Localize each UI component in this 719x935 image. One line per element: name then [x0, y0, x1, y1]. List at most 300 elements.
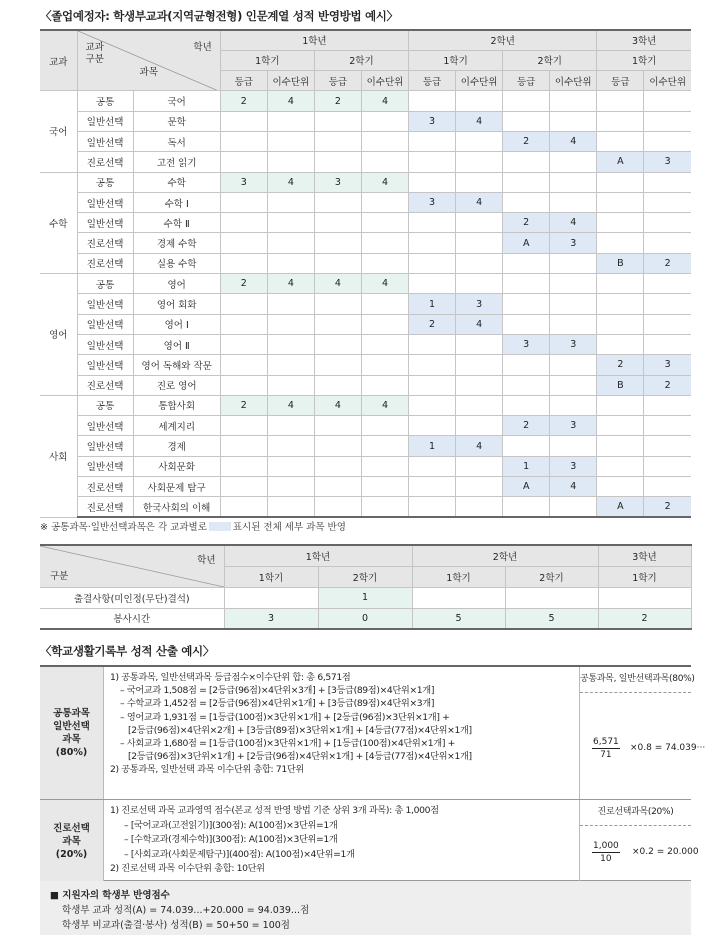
table-row	[40, 477, 691, 497]
grade-cell: 4	[314, 395, 361, 415]
grade-cell	[597, 274, 644, 294]
units-cell: 2	[644, 253, 691, 273]
table-row	[40, 355, 691, 375]
calc-result-general	[580, 667, 706, 799]
grade-cell	[220, 497, 267, 517]
units-cell: 3	[550, 233, 597, 253]
fraction-denominator: 71	[600, 750, 612, 760]
corner-header	[77, 30, 220, 91]
units-cell: 3	[644, 152, 691, 172]
table-row	[40, 375, 691, 395]
course-name: 통합사회	[133, 395, 220, 415]
calc-line: – 국어교과 1,508점 = [2등급(96점)×4단위×3개] + [3등급(89점)×4단위×1개]	[120, 685, 435, 697]
course-name: 경제 수학	[133, 233, 220, 253]
year-header: 2학년	[409, 30, 597, 50]
course-name: 수학	[133, 172, 220, 192]
grade-cell	[314, 131, 361, 151]
semester-header: 1학기	[220, 50, 314, 70]
grade-cell	[220, 294, 267, 314]
course-type: 공통	[77, 91, 133, 111]
calc-row-career	[40, 800, 699, 883]
corner-course-label: 과목	[139, 67, 158, 79]
calc-label-general	[40, 667, 104, 799]
grade-cell	[314, 233, 361, 253]
table-row	[40, 395, 691, 415]
units-cell	[456, 274, 503, 294]
units-cell: 4	[456, 314, 503, 334]
calc-body-career	[104, 800, 580, 883]
units-cell	[550, 497, 597, 517]
grade-cell: B	[597, 375, 644, 395]
attendance-label: 출결사항(미인정(무단)결석)	[40, 588, 224, 609]
units-cell	[361, 131, 408, 151]
grade-cell	[597, 416, 644, 436]
course-name: 영어	[133, 274, 220, 294]
units-cell: 2	[644, 497, 691, 517]
attendance-corner-year: 학년	[197, 555, 216, 566]
units-col-header: 이수단위	[644, 71, 691, 91]
units-cell	[361, 253, 408, 273]
grade-col-header: 등급	[314, 71, 361, 91]
course-name: 수학 Ⅱ	[133, 213, 220, 233]
units-col-header: 이수단위	[267, 71, 314, 91]
units-cell	[644, 416, 691, 436]
units-cell: 4	[361, 274, 408, 294]
grade-cell: A	[597, 152, 644, 172]
units-cell	[361, 111, 408, 131]
units-cell: 4	[267, 172, 314, 192]
units-cell	[644, 192, 691, 212]
grade-cell	[314, 152, 361, 172]
calc-label-line: (20%)	[55, 849, 88, 860]
note-text-before: ※ 공통과목·일반선택과목은 각 교과별로	[40, 522, 207, 533]
course-type: 일반선택	[77, 456, 133, 476]
grade-cell	[220, 213, 267, 233]
grade-cell: 1	[409, 436, 456, 456]
table-row	[40, 233, 691, 253]
grade-cell	[597, 314, 644, 334]
calc-line: 1) 진로선택 과목 교과영역 점수(본교 성적 반영 방법 기준 상위 3개 과목): 총 1,000점	[110, 805, 439, 816]
fraction-denominator: 10	[600, 854, 612, 864]
subject-group: 영어	[40, 274, 77, 396]
grade-cell	[220, 456, 267, 476]
table-row	[40, 436, 691, 456]
volunteer-cell: 0	[318, 608, 412, 629]
grade-cell	[409, 274, 456, 294]
grade-cell	[503, 172, 550, 192]
units-cell	[267, 334, 314, 354]
summary-box	[40, 881, 691, 935]
course-type: 일반선택	[77, 192, 133, 212]
grade-cell	[409, 213, 456, 233]
units-cell	[361, 456, 408, 476]
units-cell	[550, 152, 597, 172]
calc-label-line: 진로선택	[53, 823, 90, 834]
course-name: 수학 Ⅰ	[133, 192, 220, 212]
units-cell	[267, 294, 314, 314]
attendance-cell: 1	[318, 588, 412, 609]
grade-cell: B	[597, 253, 644, 273]
highlight-note	[40, 519, 346, 533]
units-cell	[550, 111, 597, 131]
grade-cell	[409, 152, 456, 172]
units-cell	[267, 436, 314, 456]
course-type: 진로선택	[77, 497, 133, 517]
grade-cell	[220, 111, 267, 131]
course-name: 진로 영어	[133, 375, 220, 395]
grade-cell	[503, 192, 550, 212]
semester-header: 2학기	[314, 50, 408, 70]
course-name: 영어 Ⅰ	[133, 314, 220, 334]
calc-line: 2) 공통과목, 일반선택 과목 이수단위 총합: 71단위	[110, 764, 304, 776]
grade-cell	[597, 213, 644, 233]
grade-cell: 3	[503, 334, 550, 354]
grade-cell	[597, 111, 644, 131]
course-name: 문학	[133, 111, 220, 131]
units-cell	[361, 334, 408, 354]
grade-cell	[220, 477, 267, 497]
grade-cell: A	[597, 497, 644, 517]
units-cell	[644, 395, 691, 415]
grade-cell	[409, 334, 456, 354]
units-cell	[644, 294, 691, 314]
grade-cell: 2	[314, 91, 361, 111]
corner-year-label: 학년	[193, 42, 212, 53]
calc-result-head: 공통과목, 일반선택과목(80%)	[580, 667, 691, 693]
grade-cell: 2	[503, 213, 550, 233]
table-row	[40, 192, 691, 212]
fraction	[592, 736, 620, 761]
fraction-numerator: 6,571	[593, 737, 619, 747]
units-cell: 4	[456, 111, 503, 131]
calc-multiplier: ×0.2 = 20.000	[632, 847, 699, 857]
units-cell: 3	[550, 456, 597, 476]
units-cell	[456, 233, 503, 253]
summary-title: ■ 지원자의 학생부 반영점수	[50, 890, 170, 901]
units-cell	[456, 172, 503, 192]
volunteer-cell: 5	[412, 608, 505, 629]
calc-multiplier: ×0.8 = 74.039···	[630, 743, 706, 753]
units-cell	[644, 334, 691, 354]
calc-label-line: 공통과목	[53, 708, 90, 719]
grade-cell	[597, 233, 644, 253]
calc-label-line: 과목	[62, 836, 81, 847]
units-cell	[644, 131, 691, 151]
grade-cell	[409, 233, 456, 253]
units-col-header: 이수단위	[456, 71, 503, 91]
grade-cell	[220, 314, 267, 334]
grade-cell	[409, 395, 456, 415]
units-cell	[267, 152, 314, 172]
grade-cell	[409, 416, 456, 436]
grade-cell	[503, 91, 550, 111]
units-cell	[361, 314, 408, 334]
grade-cell	[220, 375, 267, 395]
calc-row-general	[40, 667, 706, 800]
course-type: 진로선택	[77, 233, 133, 253]
units-cell: 4	[550, 477, 597, 497]
units-cell	[456, 456, 503, 476]
grade-cell	[597, 131, 644, 151]
units-cell	[550, 294, 597, 314]
calc-line: 2) 진로선택 과목 이수단위 총합: 10단위	[110, 863, 265, 875]
grade-cell	[220, 131, 267, 151]
table-row	[40, 314, 691, 334]
semester-header: 1학기	[412, 566, 505, 587]
course-name: 경제	[133, 436, 220, 456]
units-cell	[456, 152, 503, 172]
calc-heading: 〈학교생활기록부 성적 산출 예시〉	[40, 644, 215, 658]
grade-cell: 2	[409, 314, 456, 334]
course-name: 영어 Ⅱ	[133, 334, 220, 354]
units-cell	[550, 375, 597, 395]
subject-group: 수학	[40, 172, 77, 273]
table-row	[40, 334, 691, 354]
units-cell	[361, 152, 408, 172]
grade-cell	[314, 253, 361, 273]
year-header: 3학년	[598, 545, 691, 566]
year-header: 1학년	[224, 545, 412, 566]
units-cell	[550, 355, 597, 375]
grade-cell	[503, 375, 550, 395]
grade-cell	[220, 192, 267, 212]
grade-cell	[409, 253, 456, 273]
units-cell	[456, 416, 503, 436]
units-cell	[361, 416, 408, 436]
grade-cell: 2	[503, 131, 550, 151]
course-type: 일반선택	[77, 314, 133, 334]
units-cell	[361, 375, 408, 395]
grade-cell	[409, 477, 456, 497]
grade-cell	[597, 91, 644, 111]
units-cell	[644, 91, 691, 111]
grade-cell	[409, 91, 456, 111]
grade-cell	[503, 314, 550, 334]
grade-cell	[314, 314, 361, 334]
grade-cell: 2	[597, 355, 644, 375]
units-cell	[456, 375, 503, 395]
course-type: 일반선택	[77, 416, 133, 436]
units-cell	[267, 213, 314, 233]
attendance-cell	[224, 588, 318, 609]
grade-cell	[503, 355, 550, 375]
units-cell	[456, 477, 503, 497]
units-cell	[267, 314, 314, 334]
grade-cell	[220, 334, 267, 354]
grade-cell	[409, 497, 456, 517]
units-cell	[644, 274, 691, 294]
attendance-cell	[505, 588, 598, 609]
grade-cell	[597, 294, 644, 314]
units-cell	[644, 111, 691, 131]
attendance-corner	[40, 545, 224, 588]
calc-label-line: (80%)	[55, 747, 88, 758]
subject-group-header: 교과	[40, 30, 77, 91]
units-cell	[644, 436, 691, 456]
course-type: 진로선택	[77, 152, 133, 172]
grade-cell	[314, 334, 361, 354]
course-type: 일반선택	[77, 334, 133, 354]
volunteer-cell: 5	[505, 608, 598, 629]
highlight-swatch	[209, 522, 231, 531]
grade-cell	[503, 152, 550, 172]
fraction	[592, 840, 620, 865]
course-name: 실용 수학	[133, 253, 220, 273]
table-row	[40, 91, 691, 111]
grade-cell	[314, 416, 361, 436]
units-cell	[550, 395, 597, 415]
calc-line: – [수학교과(경제수학)](300점): A(100점)×3단위=1개	[124, 834, 338, 846]
units-cell: 3	[644, 355, 691, 375]
units-cell: 4	[361, 91, 408, 111]
units-cell	[644, 213, 691, 233]
grade-cell: 3	[409, 192, 456, 212]
units-cell: 4	[267, 91, 314, 111]
grade-col-header: 등급	[503, 71, 550, 91]
calc-section	[40, 665, 706, 881]
course-type: 진로선택	[77, 253, 133, 273]
volunteer-label: 봉사시간	[40, 608, 224, 629]
grade-cell	[314, 294, 361, 314]
semester-header: 1학기	[409, 50, 503, 70]
table-row	[40, 152, 691, 172]
units-cell: 4	[456, 436, 503, 456]
grades-table	[40, 29, 691, 518]
calc-line: – [국어교과(고전읽기)](300점): A(100점)×3단위=1개	[124, 819, 338, 831]
grade-cell	[597, 395, 644, 415]
calc-label-career	[40, 800, 104, 883]
grade-cell	[503, 436, 550, 456]
course-type: 공통	[77, 395, 133, 415]
units-cell	[644, 233, 691, 253]
course-type: 공통	[77, 274, 133, 294]
grade-cell	[503, 274, 550, 294]
units-cell	[267, 111, 314, 131]
grade-cell	[503, 294, 550, 314]
units-cell	[644, 477, 691, 497]
table-row	[40, 294, 691, 314]
units-cell: 2	[644, 375, 691, 395]
grade-cell	[597, 192, 644, 212]
course-type: 공통	[77, 172, 133, 192]
grade-cell: 3	[409, 111, 456, 131]
grade-cell	[503, 497, 550, 517]
calc-result-career	[580, 800, 699, 883]
units-cell	[361, 213, 408, 233]
units-cell: 4	[550, 213, 597, 233]
attendance-table	[40, 544, 692, 630]
units-cell	[644, 172, 691, 192]
calc-line: – [사회교과(사회문제탐구)](400점): A(100점)×4단위=1개	[124, 848, 355, 860]
course-name: 독서	[133, 131, 220, 151]
course-name: 사회문화	[133, 456, 220, 476]
grade-cell: 1	[409, 294, 456, 314]
grade-cell: 3	[314, 172, 361, 192]
grade-cell	[314, 111, 361, 131]
grade-cell	[314, 456, 361, 476]
table-row	[40, 111, 691, 131]
grade-cell: 1	[503, 456, 550, 476]
course-type: 일반선택	[77, 436, 133, 456]
grade-cell	[409, 131, 456, 151]
fraction-numerator: 1,000	[593, 841, 619, 851]
grades-heading: 〈졸업예정자: 학생부교과(지역균형전형) 인문계열 성적 반영방법 예시〉	[40, 9, 398, 23]
units-cell	[267, 131, 314, 151]
units-cell	[550, 91, 597, 111]
units-cell	[456, 334, 503, 354]
grade-cell	[597, 334, 644, 354]
units-cell	[456, 497, 503, 517]
grade-cell: 2	[503, 416, 550, 436]
grade-cell	[220, 416, 267, 436]
units-cell	[267, 416, 314, 436]
units-cell	[550, 253, 597, 273]
units-cell	[267, 253, 314, 273]
units-cell	[267, 355, 314, 375]
attendance-cell	[598, 588, 691, 609]
course-name: 고전 읽기	[133, 152, 220, 172]
grade-cell	[220, 233, 267, 253]
grade-cell	[314, 375, 361, 395]
table-row	[40, 253, 691, 273]
units-cell: 4	[456, 192, 503, 212]
grade-col-header: 등급	[409, 71, 456, 91]
units-cell: 3	[550, 334, 597, 354]
units-cell	[267, 233, 314, 253]
calc-label-line: 과목	[62, 734, 81, 745]
grade-cell: A	[503, 477, 550, 497]
semester-header: 1학기	[597, 50, 691, 70]
units-cell	[456, 213, 503, 233]
grade-cell	[597, 456, 644, 476]
units-cell	[361, 477, 408, 497]
units-cell: 4	[361, 172, 408, 192]
units-cell	[644, 314, 691, 334]
units-cell	[456, 355, 503, 375]
grade-cell	[314, 477, 361, 497]
table-row	[40, 456, 691, 476]
course-name: 한국사회의 이해	[133, 497, 220, 517]
course-type: 진로선택	[77, 477, 133, 497]
calc-label-line: 일반선택	[53, 721, 90, 732]
units-cell	[550, 172, 597, 192]
units-cell: 4	[550, 131, 597, 151]
grade-cell	[314, 355, 361, 375]
course-name: 세계지리	[133, 416, 220, 436]
corner-type-label: 교과 구분	[85, 42, 104, 65]
grade-cell: 2	[220, 274, 267, 294]
units-cell	[267, 497, 314, 517]
units-cell	[361, 192, 408, 212]
grade-cell	[314, 436, 361, 456]
grade-cell	[503, 253, 550, 273]
units-cell: 4	[267, 274, 314, 294]
units-cell	[361, 355, 408, 375]
volunteer-cell: 3	[224, 608, 318, 629]
semester-header: 2학기	[318, 566, 412, 587]
course-type: 진로선택	[77, 375, 133, 395]
subject-group: 국어	[40, 91, 77, 172]
units-cell: 4	[361, 395, 408, 415]
grade-cell	[220, 436, 267, 456]
grade-cell	[409, 355, 456, 375]
grade-cell: 2	[220, 395, 267, 415]
semester-header: 1학기	[224, 566, 318, 587]
calc-line: [2등급(96점)×4단위×2개] + [3등급(89점)×3단위×1개] + [4등급(77점)×4단위×1개]	[128, 724, 472, 736]
grade-col-header: 등급	[220, 71, 267, 91]
units-col-header: 이수단위	[550, 71, 597, 91]
table-row	[40, 416, 691, 436]
